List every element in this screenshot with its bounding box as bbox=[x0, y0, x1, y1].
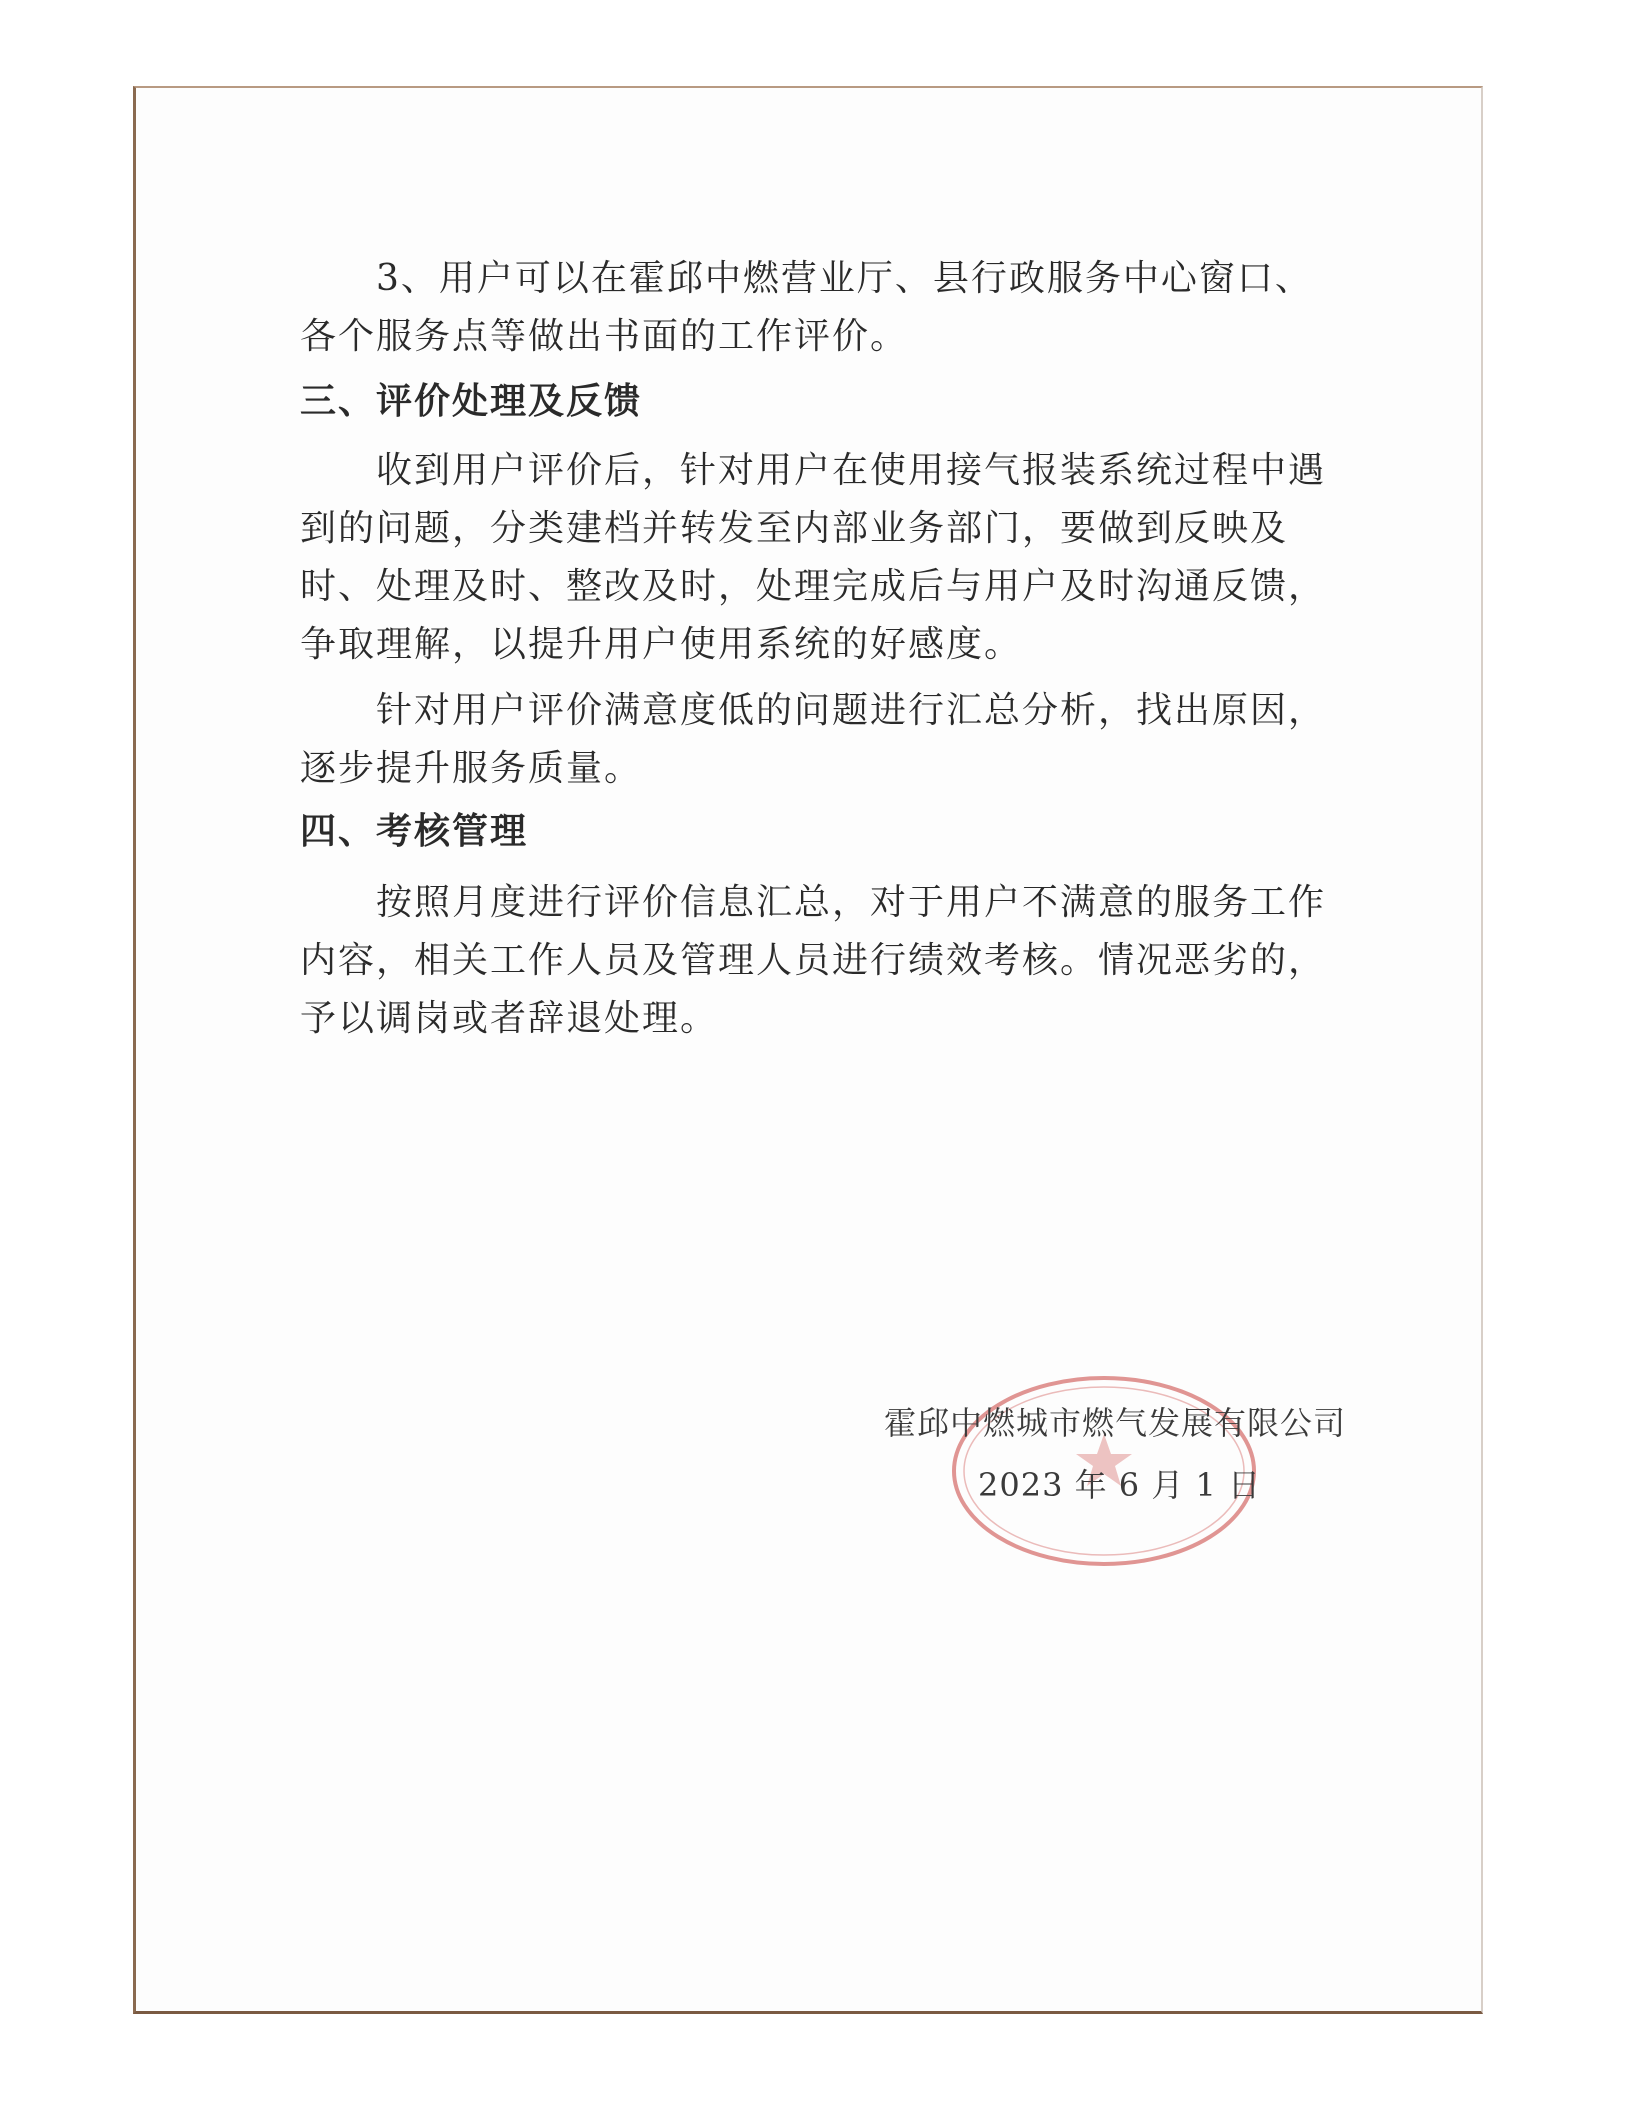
paragraph-analysis: 针对用户评价满意度低的问题进行汇总分析，找出原因，逐步提升服务质量。 bbox=[300, 690, 1327, 789]
paragraph-assessment: 按照月度进行评价信息汇总，对于用户不满意的服务工作内容，相关工作人员及管理人员进行绩效考核。情况恶劣的，予以调岗或者辞退处理。 bbox=[300, 882, 1327, 1039]
signature-company-name: 霍邱中燃城市燃气发展有限公司 bbox=[884, 1404, 1347, 1442]
section-heading-4: 四、考核管理 bbox=[300, 810, 529, 852]
section-heading-3: 三、评价处理及反馈 bbox=[300, 380, 643, 422]
paragraph-feedback-process: 收到用户评价后，针对用户在使用接气报装系统过程中遇到的问题，分类建档并转发至内部业务部门，要做到反映及时、处理及时、整改及时，处理完成后与用户及时沟通反馈，争取理解，以提升用户使用系统的好感度。 bbox=[300, 450, 1327, 665]
signature-date: 2023 年 6 月 1 日 bbox=[978, 1466, 1262, 1504]
paragraph-item-3: 3、用户可以在霍邱中燃营业厅、县行政服务中心窗口、各个服务点等做出书面的工作评价。 bbox=[300, 258, 1313, 357]
